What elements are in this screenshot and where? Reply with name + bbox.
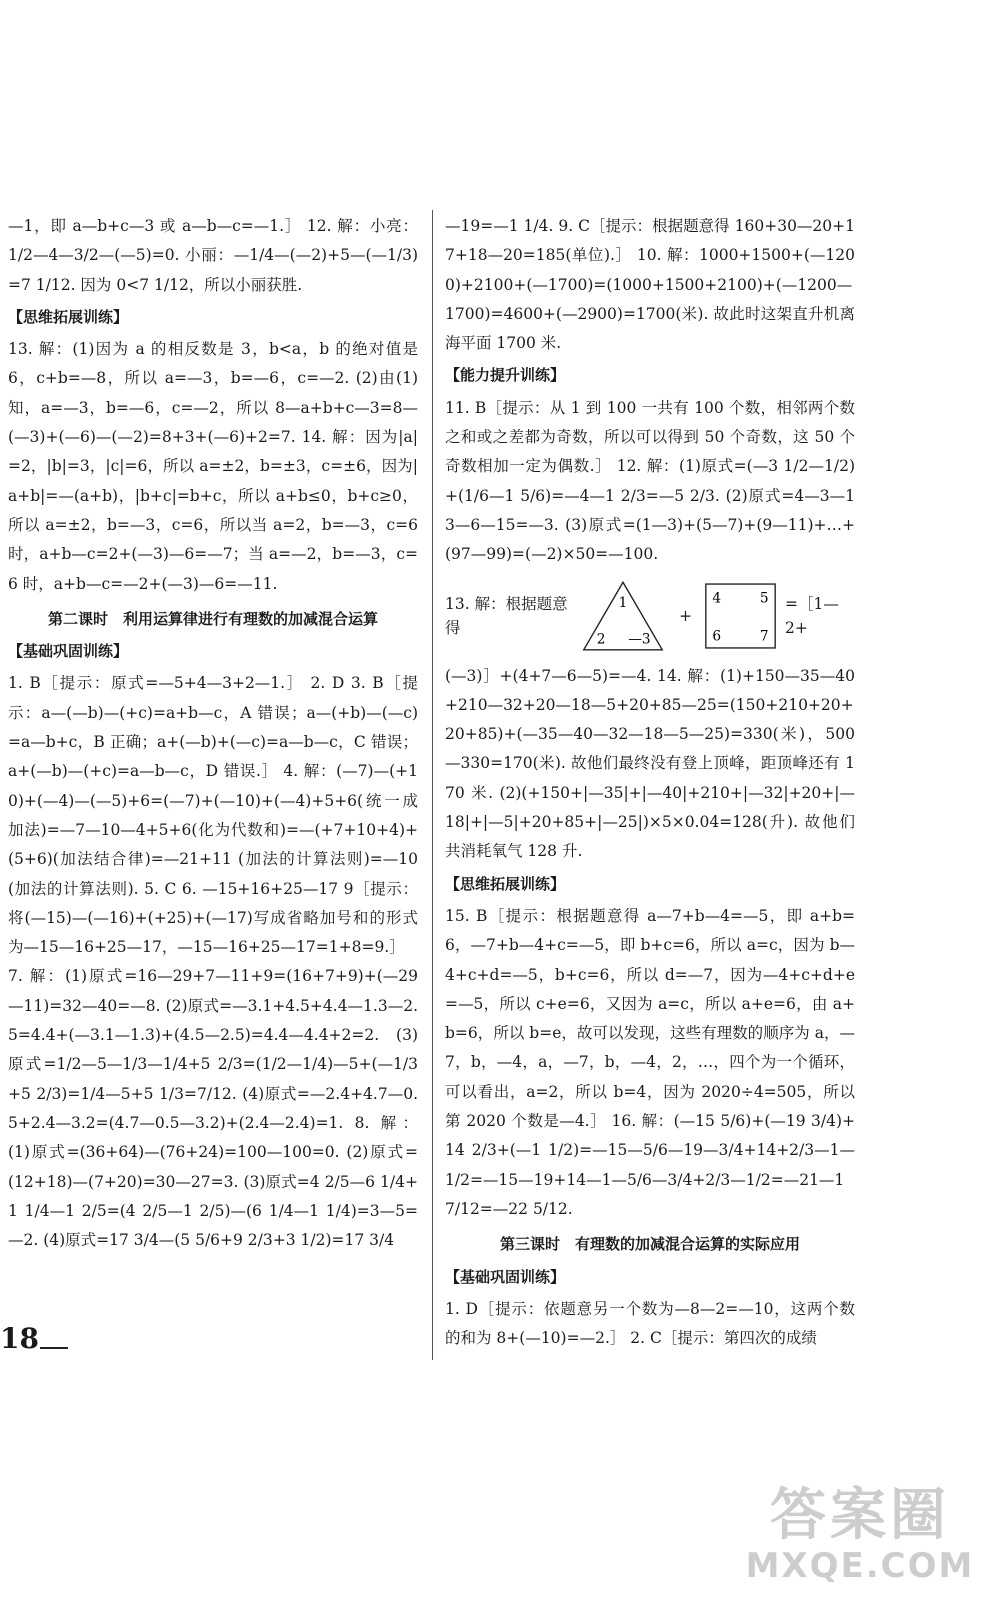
plus-sign: + — [678, 606, 692, 625]
left-column — [8, 212, 418, 1255]
watermark-logo — [740, 1483, 980, 1596]
square-tl-value: 4 — [712, 589, 722, 606]
left-paragraph-4: 7. 解：(1)原式=16—29+7—11+9=(16+7+9)+(—29—11)=32—40=—8. (2)原式=—3.1+4.5+4.4—1.3—2.5=4.4+(—3.1—1.3)+(4.5—2.5)=4.4—4.4+2=2. (3)原式=1/2—5—1/3—1/4+5 2/3=(1/2—1/4)—5+(—1/3+5 2/3)=1/4—5+5 1/3=7/12. (4)原式=—2.4+4.7—0.5+2.4—3.2=(4.7—0.5—3.2)+(2.4—2.4)=1. 8. 解：(1)原式=(36+64)—(76+24)=100—100=0. (2)原式=(12+18)—(7+20)=30—27=3. (3)原式=4 2/5—6 1/4+1 1/4—1 2/5=(4 2/5—1 2/5)—(6 1/4—1 1/4)=3—5=—2. (4)原式=17 3/4—(5 5/6+9 2/3+3 1/2)=17 3/4 — [8, 967, 418, 1250]
section-header-ability: 【能力提升训练】 — [445, 366, 566, 385]
q13-intro: 13. 解：根据题意得 — [445, 594, 568, 637]
lesson-title-2: 第二课时 利用运算律进行有理数的加减混合运算 — [47, 609, 378, 628]
right-paragraph-6: 1. D［提示：依题意另一个数为—8—2=—10，这两个数的和为 8+(—10)=—2.］ 2. C［提示：第四次的成绩 — [445, 1299, 855, 1348]
watermark-url: MXQE.COM — [745, 1546, 975, 1586]
section-header-thinking: 【思维拓展训练】 — [8, 307, 129, 326]
right-paragraph-1: —19=—1 1/4. 9. C［提示：根据题意得 160+30—20+17+18—20=185(单位).］ 10. 解：1000+1500+(—1200)+2100+(—1700)=(1000+1500+2100)+(—1200—1700)=4600+(—2900)=1700(米). 故此时这架直升机离海平面 1700 米. — [445, 217, 855, 353]
column-divider — [432, 210, 433, 1360]
square-bl-value: 6 — [712, 628, 722, 645]
right-paragraph-4: (—3)］+(4+7—6—5)=—4. 14. 解：(1)+150—35—40+210—32+20—18—5+20+85—25=(150+210+20+20+85)+(—35—40—32—18—5—25)=330(米)，500—330=170(米). 故他们最终没有登上顶峰，距顶峰还有 170 米. (2)(+150+|—35|+|—40|+210+|—32|+20+|—18|+|—5|+20+85+|—25|)×5×0.04=128(升). 故他们共消耗氧气 128 升. — [445, 666, 855, 861]
left-paragraph-3: 1. B［提示：原式=—5+4—3+2—1.］ 2. D 3. B［提示：a—(—b)—(+c)=a+b—c，A 错误；a—(+b)—(—c)=a—b+c，B 正确；a+(—b)+(—c)=a—b—c，C 错误；a+(—b)—(+c)=a—b—c，D 错误.］ 4. 解：(—7)—(+10)+(—4)—(—5)+6=(—7)+(—10)+(—4)+5+6(统一成加法)=—7—10—4+5+6(化为代数和)=—(+7+10+4)+(5+6)(加法结合律)=—21+11 (加法的计算法则)=—10 (加法的计算法则). 5. C 6. —15+16+25—17 9［提示：将(—15)—(—16)+(+25)+(—17)写成省略加号和的形式为—15—16+25—17，—15—16+25—17=1+8=9.］ — [8, 674, 418, 957]
triangle-top-value: 1 — [618, 594, 628, 611]
triangle-left-value: 2 — [596, 630, 606, 647]
section-header-basic-2: 【基础巩固训练】 — [445, 1267, 566, 1286]
lesson-title-3: 第三课时 有理数的加减混合运算的实际应用 — [499, 1235, 800, 1254]
watermark-title: 答案圈 — [770, 1483, 950, 1548]
square-br-value: 7 — [759, 628, 769, 645]
section-header-thinking-2: 【思维拓展训练】 — [445, 874, 566, 893]
square-figure — [704, 579, 777, 653]
section-header-basic: 【基础巩固训练】 — [8, 642, 129, 661]
left-paragraph-2: 13. 解：(1)因为 a 的相反数是 3，b<a，b 的绝对值是 6，c+b=—8，所以 a=—3，b=—6，c=—2. (2)由(1)知，a=—3，b=—6，c=—2，所以 8—a+b+c—3=8—(—3)+(—6)—(—2)=8+3+(—6)+2=7. 14. 解：因为|a|=2，|b|=3，|c|=6，所以 a=±2，b=±3，c=±6，因为|a+b|=—(a+b)，|b+c|=b+c，所以 a+b≤0，b+c≥0，所以 a=±2，b=—3，c=6，所以当 a=2，b=—3，c=6 时，a+b—c=2+(—3)—6=—7；当 a=—2，b=—3，c=6 时，a+b—c=—2+(—3)—6=—11. — [8, 340, 418, 593]
triangle-figure — [581, 576, 665, 656]
q13-expression: =［1—2+ — [785, 594, 839, 637]
q13-figure-row — [445, 576, 855, 656]
triangle-right-value: —3 — [628, 630, 651, 647]
left-paragraph-1: —1，即 a—b+c—3 或 a—b—c=—1.］ 12. 解：小亮：1/2—4—3/2—(—5)=0. 小丽：—1/4—(—2)+5—(—1/3)=7 1/12. 因为 0<7 1/12，所以小丽获胜. — [8, 217, 418, 294]
right-column — [445, 212, 855, 1353]
page-number: 18 — [0, 1322, 39, 1355]
right-paragraph-5: 15. B［提示：根据题意得 a—7+b—4=—5，即 a+b=6，—7+b—4+c=—5，即 b+c=6，所以 a=c，因为 b—4+c+d=—5，b+c=6，所以 d=—7，因为—4+c+d+e=—5，所以 c+e=6，又因为 a=c，所以 a+e=6，由 a+b=6，所以 b=e，故可以发现，这些有理数的顺序为 a，—7，b，—4，a，—7，b，—4，2，…，四个为一个循环，可以看出，a=2，所以 b=4，因为 2020÷4=505，所以第 2020 个数是—4.］ 16. 解：(—15 5/6)+(—19 3/4)+14 2/3+(—1 1/2)=—15—5/6—19—3/4+14+2/3—1—1/2=—15—19+14—1—5/6—3/4+2/3—1/2=—21—17/12=—22 5/12. — [445, 906, 855, 1218]
square-tr-value: 5 — [759, 589, 769, 606]
right-paragraph-2: 11. B［提示：从 1 到 100 一共有 100 个数，相邻两个数之和或之差都为奇数，所以可以得到 50 个奇数，这 50 个奇数相加一定为偶数.］ 12. 解：(1)原式=(—3 1/2—1/2)+(1/6—1 5/6)=—4—1 2/3=—5 2/3. (2)原式=4—3—13—6—15=—3. (3)原式=(1—3)+(5—7)+(9—11)+…+(97—99)=(—2)×50=—100. — [445, 398, 855, 564]
page-number-dash — [40, 1347, 68, 1349]
